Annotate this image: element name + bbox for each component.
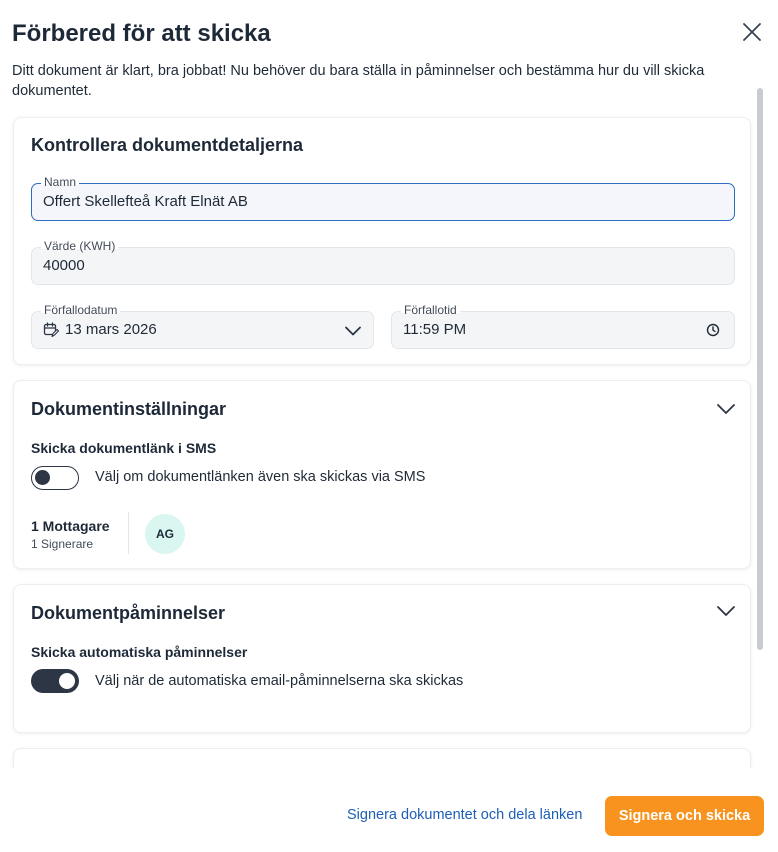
auto-reminders-desc: Välj när de automatiska email-påminnelserna ska skickas — [95, 673, 464, 689]
dialog-subtitle: Ditt dokument är klart, bra jobbat! Nu behöver du bara ställa in påminnelser och bestämma hur du vill skicka dokumentet. — [12, 63, 705, 99]
due-time-label: Förfallotid — [401, 303, 460, 317]
sms-desc: Välj om dokumentlänken även ska skickas via SMS — [95, 469, 426, 485]
clock-icon[interactable] — [706, 323, 720, 337]
reminders-collapse-chevron-icon[interactable] — [716, 601, 736, 621]
signers-count: 1 Signerare — [31, 537, 94, 551]
sign-and-send-button[interactable]: Signera och skicka — [605, 796, 764, 836]
due-time-field[interactable] — [391, 303, 735, 349]
name-label: Namn — [41, 175, 79, 189]
dialog-scroll-area[interactable] — [0, 108, 778, 768]
avatar[interactable] — [145, 514, 185, 554]
close-icon[interactable] — [740, 20, 764, 44]
value-field[interactable] — [31, 239, 735, 285]
next-card — [13, 748, 751, 768]
chevron-down-icon[interactable] — [344, 322, 362, 340]
sms-label: Skicka dokumentlänk i SMS — [31, 440, 217, 456]
recipients-count: 1 Mottagare — [31, 518, 110, 534]
due-date-field[interactable] — [31, 303, 374, 349]
dialog-title: Förbered för att skicka — [12, 20, 271, 47]
due-time-value: 11:59 PM — [403, 321, 467, 338]
sign-and-share-link[interactable]: Signera dokumentet och dela länken — [347, 807, 583, 823]
value-label: Värde (KWH) — [41, 239, 118, 253]
toggle-knob — [59, 673, 75, 689]
auto-reminders-toggle[interactable] — [31, 669, 79, 693]
auto-reminders-label: Skicka automatiska påminnelser — [31, 644, 248, 660]
value-value: 40000 — [43, 257, 85, 274]
avatar-initials: AG — [156, 527, 174, 541]
name-value: Offert Skellefteå Kraft Elnät AB — [43, 193, 248, 210]
settings-card — [13, 380, 751, 569]
reminders-title: Dokumentpåminnelser — [31, 603, 226, 623]
name-field[interactable] — [31, 175, 735, 221]
sms-toggle[interactable] — [31, 466, 79, 490]
details-card — [13, 117, 751, 365]
toggle-knob — [35, 470, 50, 485]
due-date-value: 13 mars 2026 — [65, 321, 157, 338]
recipients-divider — [128, 512, 129, 554]
details-title: Kontrollera dokumentdetaljerna — [31, 135, 304, 155]
settings-collapse-chevron-icon[interactable] — [716, 399, 736, 419]
scrollbar-thumb[interactable] — [757, 88, 763, 650]
calendar-edit-icon — [43, 322, 59, 338]
settings-title: Dokumentinställningar — [31, 399, 227, 419]
reminders-card — [13, 584, 751, 733]
due-date-label: Förfallodatum — [41, 303, 120, 317]
